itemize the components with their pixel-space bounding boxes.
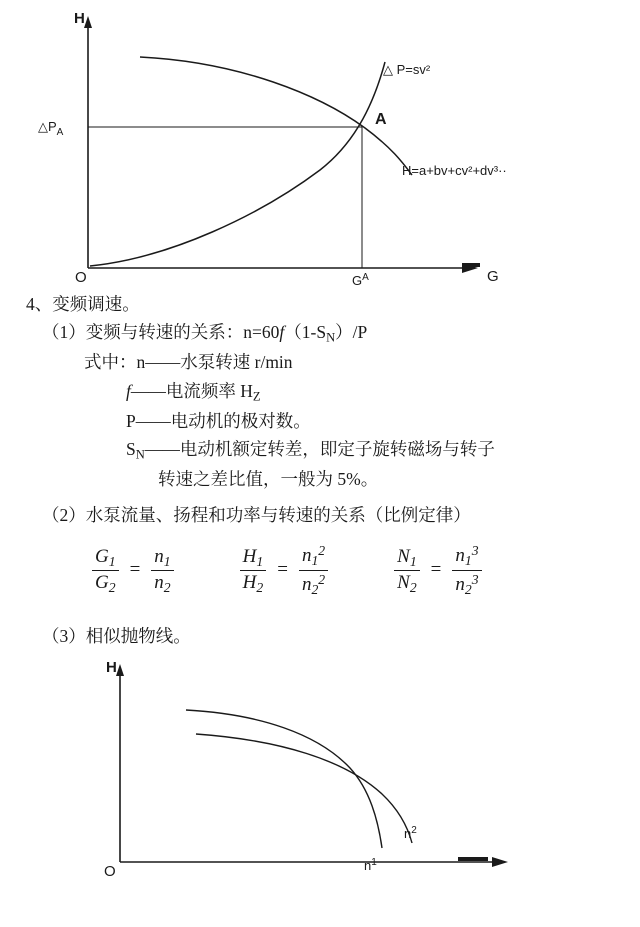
formula-2-left-den <box>240 570 267 596</box>
x-axis-tick-block <box>458 857 488 861</box>
figure-1-svg <box>0 0 640 290</box>
formula-3-left <box>390 546 424 596</box>
definition-f-sub: Z <box>252 389 261 404</box>
formula-3-right-den-sup: 3 <box>471 572 479 588</box>
formula-2-left-den-sym: H <box>242 572 257 594</box>
spacer <box>26 608 614 622</box>
curve-resistance-rising <box>90 62 385 266</box>
curve-n2 <box>196 734 412 843</box>
definition-f <box>26 377 614 407</box>
formula-3-right-den-sym: n <box>455 574 465 596</box>
formula-2-left-den-sub: 2 <box>256 579 264 595</box>
curve-head-falling <box>140 57 412 175</box>
formula-1-right <box>147 546 177 596</box>
figure1-y-axis-label: H <box>74 10 85 27</box>
x-axis-arrow <box>492 857 508 867</box>
formula-3-right-num-sub: 1 <box>464 553 472 569</box>
figure-2-svg <box>0 650 640 885</box>
formula-1-equals: = <box>129 559 141 581</box>
figure1-x-value-label: G <box>352 273 363 288</box>
formula-3-left-den-sub: 2 <box>409 579 417 595</box>
definition-s-sub: N <box>135 447 145 462</box>
formula-3-left-num <box>394 546 420 571</box>
formula-1-left-num <box>92 546 119 571</box>
formula-1-left-den-sub: 2 <box>108 579 116 595</box>
formula-1-left-den-sym: G <box>95 572 109 594</box>
y-axis-arrow <box>116 664 124 676</box>
figure-similar-parabola-2 <box>0 650 640 885</box>
formula-2-right-den <box>299 570 328 598</box>
formula-2-left <box>236 546 271 596</box>
figure1-x-value-sup: A <box>362 272 369 283</box>
definition-s-text: ——电动机额定转差，即定子旋转磁场与转子 <box>144 438 495 459</box>
formula-1-left-num-sub: 1 <box>108 553 116 569</box>
formula-3-right-den-sub: 2 <box>464 582 472 598</box>
figure2-curve1-label: n <box>364 858 372 874</box>
formula-3-right <box>448 543 485 597</box>
definition-f-symbol: f <box>126 380 131 401</box>
section-4-1-text: （1）变频与转速的关系：n=60 <box>42 322 280 343</box>
figure1-y-value-sub: A <box>56 127 64 138</box>
figure-pump-curve-1 <box>0 0 640 290</box>
figure2-curve1-label-group <box>364 857 377 873</box>
formula-1-right-num <box>151 546 173 571</box>
definition-n: 式中：n——水泵转速 r/min <box>84 352 293 373</box>
figure1-falling-curve-label: H=a+bv+cv²+dv³·· <box>402 163 507 178</box>
formula-3-left-num-sym: N <box>397 545 410 567</box>
formula-2-left-num-sym: H <box>242 545 257 567</box>
formula-3-right-den <box>452 570 481 598</box>
formula-1-right-num-sub: 1 <box>163 553 171 569</box>
formula-3-equals: = <box>430 559 442 581</box>
figure1-rising-curve-label: △ P=sv² <box>383 62 431 77</box>
formula-2-right-den-sub: 2 <box>311 582 319 598</box>
definition-s-symbol: S <box>126 438 136 459</box>
figure1-point-label: A <box>375 111 387 128</box>
figure2-origin-label: O <box>104 863 116 881</box>
definition-p: P——电动机的极对数。 <box>126 410 311 431</box>
figure2-y-axis-label: H <box>106 659 117 677</box>
figure1-x-axis-label: G <box>487 268 499 285</box>
formula-2-right-den-sym: n <box>301 574 312 596</box>
section-4-2-line: （2）水泵流量、扬程和功率与转速的关系（比例定律） <box>42 505 471 526</box>
formula-1-right-den <box>151 570 173 596</box>
section-4-3-line: （3）相似抛物线。 <box>42 625 191 646</box>
section-4-1-line <box>26 318 614 348</box>
formula-flow-ratio <box>88 546 178 596</box>
definition-s-cont: 转速之差比值，一般为 5%。 <box>158 468 379 489</box>
formula-3-right-num <box>452 543 481 570</box>
y-axis-arrow <box>84 16 92 28</box>
formula-3-left-den-sym: N <box>397 572 410 594</box>
definition-f-text: ——电流频率 H <box>130 380 253 401</box>
section-4-heading: 4、变频调速。 <box>26 294 140 314</box>
formula-head-ratio <box>236 543 332 597</box>
formula-2-right-num-sub: 1 <box>311 553 319 569</box>
formula-1-right-num-sym: n <box>154 545 164 567</box>
section-4-1-tail-sub: N <box>326 330 336 345</box>
figure1-y-value-group <box>38 119 64 138</box>
formula-2-right <box>295 543 332 597</box>
figure2-curve2-label: n <box>404 826 412 842</box>
curve-n1 <box>186 710 382 848</box>
frequency-symbol: f <box>279 322 285 343</box>
formula-power-ratio <box>390 543 485 597</box>
formula-3-right-num-sup: 3 <box>471 543 479 559</box>
proportional-laws-formulas <box>26 529 614 607</box>
section-4-1-tail: （1-S <box>284 322 327 343</box>
body-text <box>0 290 640 650</box>
formula-1-right-den-sym: n <box>154 572 164 594</box>
formula-2-right-num <box>299 543 328 570</box>
formula-2-equals: = <box>277 559 288 581</box>
formula-2-right-num-sup: 2 <box>318 543 326 559</box>
figure1-y-value-label: △P <box>38 119 57 134</box>
formula-3-left-num-sub: 1 <box>409 553 417 569</box>
x-axis-tick-block <box>462 263 480 267</box>
formula-2-left-num <box>240 546 267 571</box>
formula-1-left-num-sym: G <box>95 545 109 567</box>
formula-1-left <box>88 546 123 596</box>
figure2-curve2-label-group <box>404 825 417 841</box>
figure2-curve1-sup: 1 <box>371 857 377 869</box>
formula-1-right-den-sub: 2 <box>163 579 171 595</box>
formula-3-left-den <box>394 570 420 596</box>
formula-1-left-den <box>92 570 119 596</box>
section-4-1-tail-end: ）/P <box>335 322 368 343</box>
formula-2-left-num-sub: 1 <box>256 553 264 569</box>
formula-3-right-num-sym: n <box>455 545 465 567</box>
figure1-x-value-group <box>352 272 369 288</box>
definition-s <box>26 435 614 465</box>
figure2-curve2-sup: 2 <box>411 825 417 837</box>
spacer <box>26 493 614 501</box>
figure1-origin-label: O <box>75 269 87 286</box>
formula-2-right-den-sup: 2 <box>318 572 326 588</box>
formula-2-right-num-sym: n <box>301 545 312 567</box>
